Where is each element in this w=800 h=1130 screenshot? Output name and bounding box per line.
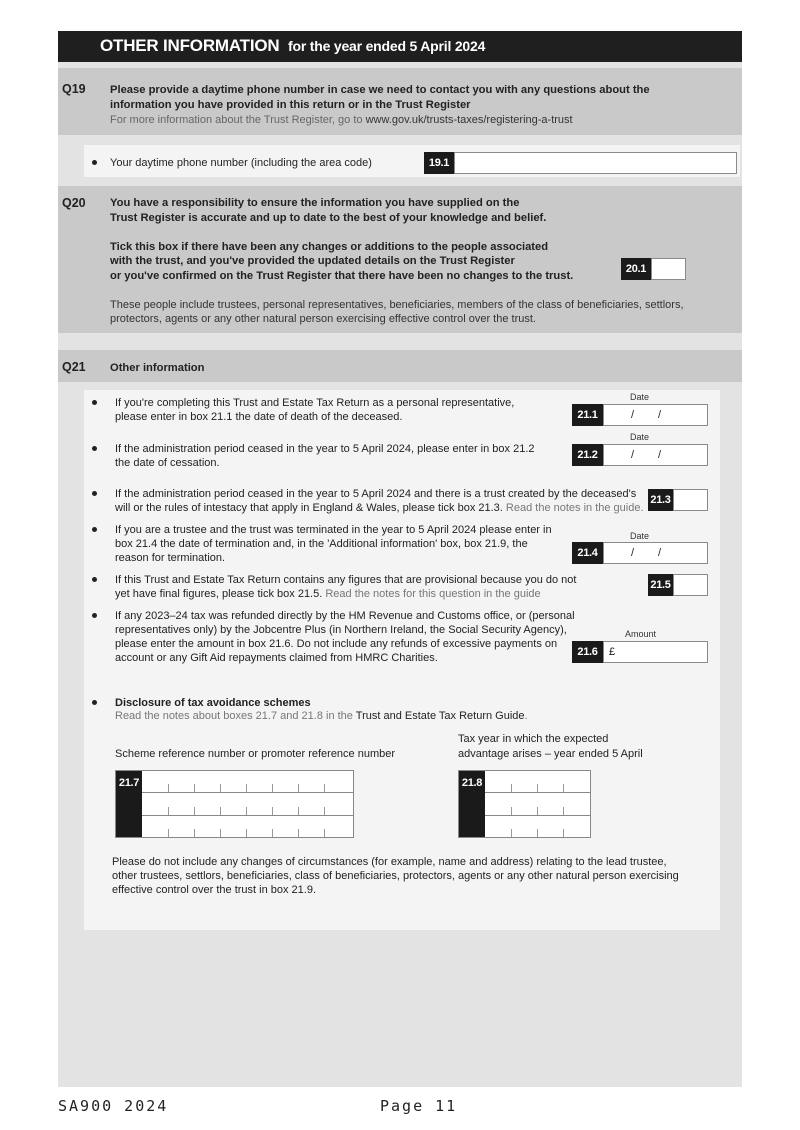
date-of-termination-input[interactable] — [603, 542, 708, 564]
form-code: SA900 2024 — [58, 1097, 169, 1115]
q19-text-line2: information you have provided in this return or in the Trust Register — [110, 99, 471, 111]
disclosure-note-end: . — [524, 710, 528, 722]
page-number: Page 11 — [380, 1097, 458, 1115]
item-21-3-line2-note: Read the notes in the guide. — [505, 502, 644, 514]
q19-band — [58, 68, 742, 135]
date-label-21-4: Date — [630, 531, 650, 541]
date-separator: / — [631, 409, 635, 421]
item-21-3-line2 — [115, 501, 644, 515]
date-of-cessation-input[interactable] — [603, 444, 708, 466]
q20-note-line2: protectors, agents or any other natural person exercising effective control over the trust. — [110, 313, 536, 325]
q20-text-line2: Trust Register is accurate and up to date to the best of your knowledge and belief. — [110, 212, 547, 224]
bullet — [92, 160, 97, 165]
item-21-3-line2-text: will or the rules of intestacy that apply in England & Wales, please tick box 21.3. — [115, 502, 503, 514]
q19-note — [110, 113, 573, 127]
box-19-1-label: 19.1 — [424, 152, 454, 174]
item-21-5-line2-text: yet have final figures, please tick box 21.5. — [115, 588, 323, 600]
bullet — [92, 400, 97, 405]
closing-note-line1: Please do not include any changes of circumstances (for example, name and address) relating to the lead trustee, — [112, 856, 667, 868]
date-separator: / — [631, 449, 635, 461]
bullet — [92, 491, 97, 496]
q20-tick-line3: or you've confirmed on the Trust Register that there have been no changes to the trust. — [110, 270, 574, 282]
box-21-3-checkbox[interactable] — [673, 489, 708, 511]
section-title-main: OTHER INFORMATION — [100, 36, 280, 55]
tax-year-input-row-1[interactable] — [485, 771, 590, 793]
box-21-1-label: 21.1 — [572, 404, 603, 426]
box-21-4-label: 21.4 — [572, 542, 603, 564]
item-21-6-line2: representatives only) by the Jobcentre Plus (in Northern Ireland, the Social Security Agency), — [115, 624, 567, 636]
box-21-2-label: 21.2 — [572, 444, 603, 466]
tax-year-input-row-2[interactable] — [485, 793, 590, 816]
box-21-6-label: 21.6 — [572, 641, 603, 663]
q20-tick-line2: with the trust, and you've provided the updated details on the Trust Register — [110, 255, 515, 267]
tax-year-label-line1: Tax year in which the expected — [458, 733, 609, 745]
item-21-3-line1: If the administration period ceased in the year to 5 April 2024 and there is a trust created by the deceased's — [115, 488, 637, 500]
item-21-6-line1: If any 2023–24 tax was refunded directly by the HM Revenue and Customs office, or (personal — [115, 610, 575, 622]
box-21-7-label: 21.7 — [116, 771, 142, 837]
section-title — [100, 36, 485, 56]
item-21-5-line2-note: Read the notes for this question in the guide — [325, 588, 541, 600]
date-label-21-1: Date — [630, 392, 650, 402]
date-separator: / — [658, 409, 662, 421]
phone-input[interactable] — [454, 152, 737, 174]
date-separator: / — [658, 449, 662, 461]
date-of-death-input[interactable] — [603, 404, 708, 426]
q20-number: Q20 — [62, 196, 86, 210]
box-21-3-label: 21.3 — [648, 489, 673, 511]
box-21-5-checkbox[interactable] — [673, 574, 708, 596]
closing-note-line3: effective control over the trust in box 21.9. — [112, 884, 317, 896]
disclosure-title: Disclosure of tax avoidance schemes — [115, 697, 311, 709]
disclosure-note — [115, 709, 528, 723]
tax-year-grid — [458, 770, 591, 838]
q19-text-line1: Please provide a daytime phone number in case we need to contact you with any questions about the — [110, 84, 650, 96]
disclosure-note-guide: Trust and Estate Tax Return Guide — [355, 710, 525, 722]
bullet — [92, 577, 97, 582]
item-21-1-line1: If you're completing this Trust and Estate Tax Return as a personal representative, — [115, 397, 515, 409]
section-title-sub: for the year ended 5 April 2024 — [288, 38, 486, 54]
scheme-reference-input-row-3[interactable] — [142, 816, 353, 837]
q19-note-url[interactable]: www.gov.uk/trusts-taxes/registering-a-trust — [365, 114, 573, 126]
item-21-5-line1: If this Trust and Estate Tax Return contains any figures that are provisional because you do not — [115, 574, 577, 586]
tax-year-label-line2: advantage arises – year ended 5 April — [458, 748, 643, 760]
item-21-6-line3: please enter the amount in box 21.6. Do not include any refunds of excessive payments on — [115, 638, 558, 650]
scheme-reference-input-row-2[interactable] — [142, 793, 353, 816]
bullet — [92, 527, 97, 532]
disclosure-note-grey: Read the notes about boxes 21.7 and 21.8 in the — [115, 710, 353, 722]
phone-label: Your daytime phone number (including the area code) — [110, 157, 372, 169]
q21-band — [58, 350, 742, 382]
q21-number: Q21 — [62, 360, 86, 374]
section-header — [58, 31, 742, 62]
q21-title: Other information — [110, 362, 205, 374]
box-21-8-label: 21.8 — [459, 771, 485, 837]
tax-year-input-row-3[interactable] — [485, 816, 590, 837]
q19-number: Q19 — [62, 82, 86, 96]
scheme-reference-input-row-1[interactable] — [142, 771, 353, 793]
item-21-2-line1: If the administration period ceased in the year to 5 April 2024, please enter in box 21.2 — [115, 443, 535, 455]
bullet — [92, 446, 97, 451]
date-separator: / — [631, 547, 635, 559]
refund-amount-input[interactable] — [603, 641, 708, 663]
q20-tick-line1: Tick this box if there have been any changes or additions to the people associated — [110, 241, 549, 253]
item-21-4-line3: reason for termination. — [115, 552, 226, 564]
box-20-1-label: 20.1 — [621, 258, 651, 280]
item-21-6-line4: account or any Gift Aid repayments claimed from HMRC Charities. — [115, 652, 438, 664]
amount-label: Amount — [625, 629, 657, 639]
q20-text-line1: You have a responsibility to ensure the information you have supplied on the — [110, 197, 520, 209]
scheme-reference-label: Scheme reference number or promoter reference number — [115, 748, 396, 760]
box-20-1-checkbox[interactable] — [651, 258, 686, 280]
item-21-4-line1: If you are a trustee and the trust was terminated in the year to 5 April 2024 please enter in — [115, 524, 552, 536]
item-21-4-line2: box 21.4 the date of termination and, in the 'Additional information' box, box 21.9, the — [115, 538, 528, 550]
bullet — [92, 613, 97, 618]
q20-note-line1: These people include trustees, personal representatives, beneficiaries, members of the class of beneficiaries, settlors, — [110, 299, 684, 311]
item-21-5-line2 — [115, 587, 541, 601]
bullet — [92, 700, 97, 705]
closing-note-line2: other trustees, settlors, beneficiaries, class of beneficiaries, protectors, agents or any other natural person exercising — [112, 870, 679, 882]
q19-note-prefix: For more information about the Trust Register, go to — [110, 114, 363, 126]
box-21-5-label: 21.5 — [648, 574, 673, 596]
scheme-reference-grid — [115, 770, 354, 838]
item-21-2-line2: the date of cessation. — [115, 457, 220, 469]
date-separator: / — [658, 547, 662, 559]
item-21-1-line2: please enter in box 21.1 the date of death of the deceased. — [115, 411, 403, 423]
currency-symbol: £ — [609, 646, 616, 658]
date-label-21-2: Date — [630, 432, 650, 442]
